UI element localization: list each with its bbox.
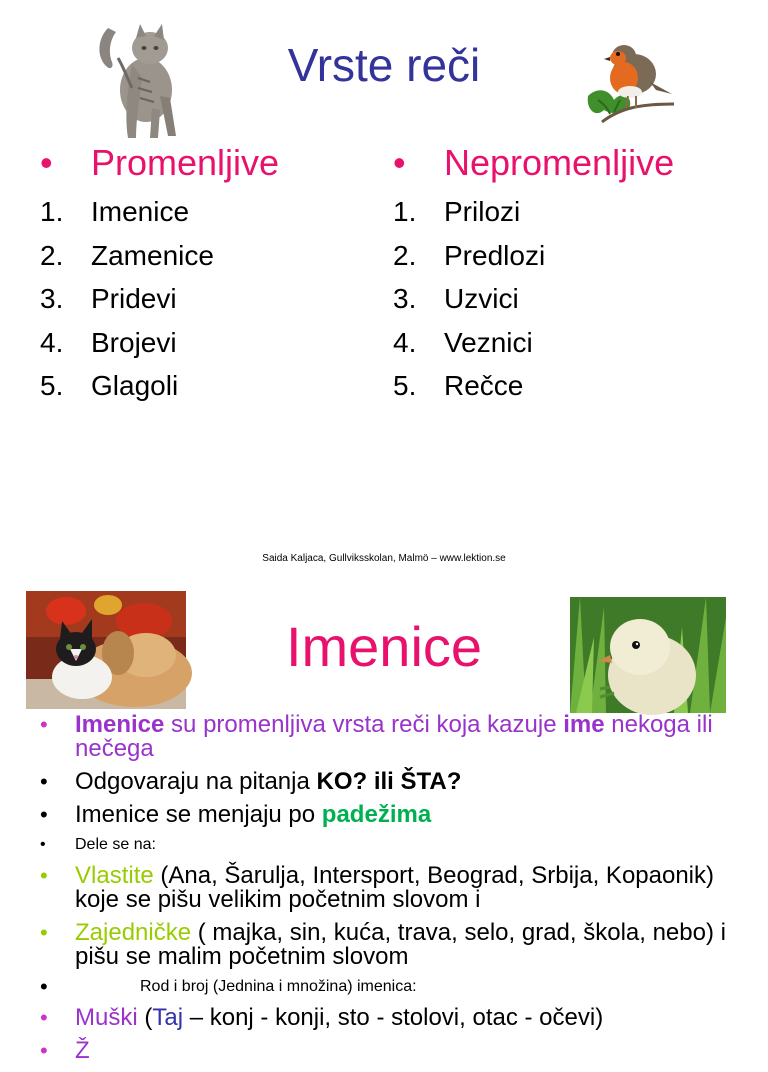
item-number: 1. [393, 196, 417, 227]
page-title: Imenice [285, 615, 483, 678]
list-item [40, 364, 279, 408]
list-item [393, 364, 674, 408]
slide-imenice [0, 576, 768, 1064]
list-item [40, 190, 279, 234]
imenice-bullet-list [40, 713, 730, 1072]
item-text: Brojevi [91, 326, 177, 358]
nepromenljive-column [393, 140, 674, 408]
term-padezima: padežima [321, 801, 432, 828]
item-text: Veznici [444, 326, 533, 358]
item-number: 2. [40, 239, 64, 271]
term-muski: Muški [75, 1004, 138, 1031]
bullet-dot: • [40, 142, 53, 183]
text-segment: ( majka, sin, kuća, trava, selo, grad, škola, nebo) i pišu se malim početnim slovom [75, 919, 726, 970]
chick-photo [570, 597, 726, 713]
list-item [40, 1006, 730, 1030]
page-title: Vrste reči [287, 39, 481, 91]
text-segment: (Ana, Šarulja, Intersport, Beograd, Srbija, Kopaonik) koje se pišu velikim početnim slovom i [75, 862, 714, 913]
item-number: 2. [393, 239, 417, 271]
list-item [40, 974, 730, 999]
list-item [40, 321, 279, 365]
text-segment: Odgovaraju na pitanja [75, 768, 317, 795]
promenljive-column [40, 140, 279, 408]
text-segment: Rod i broj (Jednina i množina) imenica: [140, 978, 417, 995]
term-ko-sta: KO? ili ŠTA? [316, 768, 462, 795]
list-item [40, 1039, 730, 1063]
term-ime: ime [563, 711, 605, 738]
bullet-dot: • [40, 1005, 48, 1030]
nepromenljive-heading-text: Nepromenljive [444, 142, 675, 183]
item-text: Predlozi [444, 239, 546, 271]
bullet-dot: • [40, 712, 48, 737]
item-text: Prilozi [444, 196, 521, 227]
bullet-dot: • [40, 769, 48, 794]
list-item [393, 234, 674, 278]
nepromenljive-heading [393, 140, 674, 186]
robin-bird-photo [580, 38, 680, 130]
item-number: 3. [393, 283, 417, 314]
term-vlastite: Vlastite [75, 862, 154, 889]
list-item [40, 770, 730, 794]
promenljive-heading-text: Promenljive [91, 142, 280, 183]
text-segment: su promenljiva vrsta reči koja kazuje [164, 711, 564, 738]
item-text: Pridevi [91, 283, 177, 314]
term-taj: Taj [152, 1004, 184, 1031]
promenljive-heading [40, 140, 279, 186]
item-number: 4. [393, 326, 417, 358]
item-number: 5. [393, 370, 417, 401]
text-segment: ( [137, 1004, 153, 1031]
bullet-dot: • [40, 920, 48, 945]
item-text: Imenice [91, 196, 190, 227]
term-zenski: Ž [75, 1037, 90, 1064]
item-number: 4. [40, 326, 64, 358]
text-segment: Dele se na: [75, 836, 156, 853]
list-item [40, 836, 730, 854]
promenljive-list [40, 190, 279, 408]
item-text: Zamenice [91, 239, 214, 271]
bullet-dot: • [40, 974, 48, 999]
list-item [393, 321, 674, 365]
list-item [393, 277, 674, 321]
list-item [40, 713, 730, 761]
bullet-dot: • [393, 142, 406, 183]
bullet-dot: • [40, 863, 48, 888]
list-item [40, 277, 279, 321]
nepromenljive-list [393, 190, 674, 408]
item-text: Rečce [444, 370, 524, 401]
item-number: 1. [40, 196, 64, 227]
item-number: 5. [40, 370, 64, 401]
bullet-dot: • [40, 836, 46, 853]
bullet-dot: • [40, 1038, 48, 1063]
list-item [40, 234, 279, 278]
term-imenice: Imenice [75, 711, 165, 738]
item-text: Glagoli [91, 370, 179, 401]
list-item [393, 190, 674, 234]
item-number: 3. [40, 283, 64, 314]
list-item [40, 803, 730, 827]
text-segment: Imenice se menjaju po [75, 801, 322, 828]
text-segment: nekoga ili nečega [75, 711, 713, 762]
text-segment: – konj - konji, sto - stolovi, otac - očevi) [183, 1004, 604, 1031]
slide-footer: Saida Kaljaca, Gullviksskolan, Malmö – www.lektion.se [262, 553, 506, 564]
list-item [40, 864, 730, 912]
item-text: Uzvici [444, 283, 519, 314]
bullet-dot: • [40, 802, 48, 827]
list-item [40, 921, 730, 969]
term-zajednicke: Zajedničke [75, 919, 192, 946]
